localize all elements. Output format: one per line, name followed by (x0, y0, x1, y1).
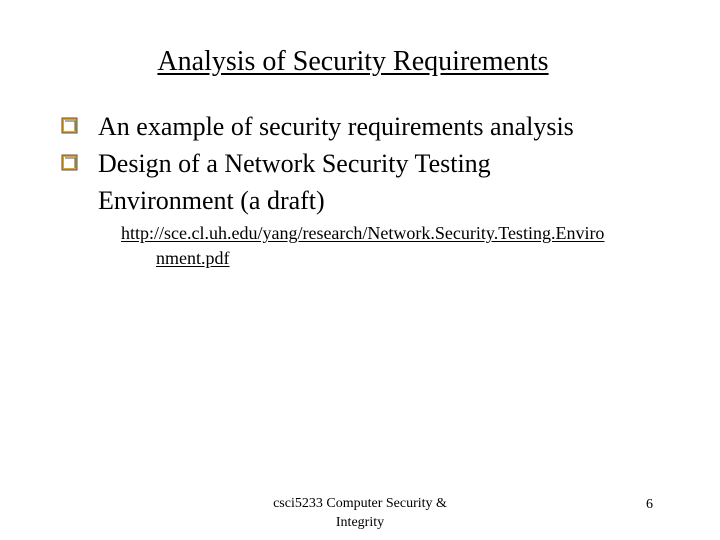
bullet-text-continuation: Environment (a draft) (98, 186, 325, 215)
bullet-text: An example of security requirements analysis (98, 112, 574, 141)
pdf-link-line1: http://sce.cl.uh.edu/yang/research/Network.Security.Testing.Enviro (121, 223, 605, 243)
slide-title: Analysis of Security Requirements (157, 46, 549, 77)
pdf-link-line2: nment.pdf (156, 248, 230, 268)
bullet-text: Design of a Network Security Testing (98, 149, 491, 178)
square-checkbox-bullet-icon (61, 154, 79, 172)
square-checkbox-bullet-icon (61, 117, 79, 135)
pdf-link[interactable] (121, 221, 604, 271)
footer-course (262, 494, 458, 532)
page-number: 6 (646, 497, 653, 512)
footer-course-line1: csci5233 Computer Security & (273, 496, 447, 511)
footer-course-line2: Integrity (335, 515, 385, 530)
